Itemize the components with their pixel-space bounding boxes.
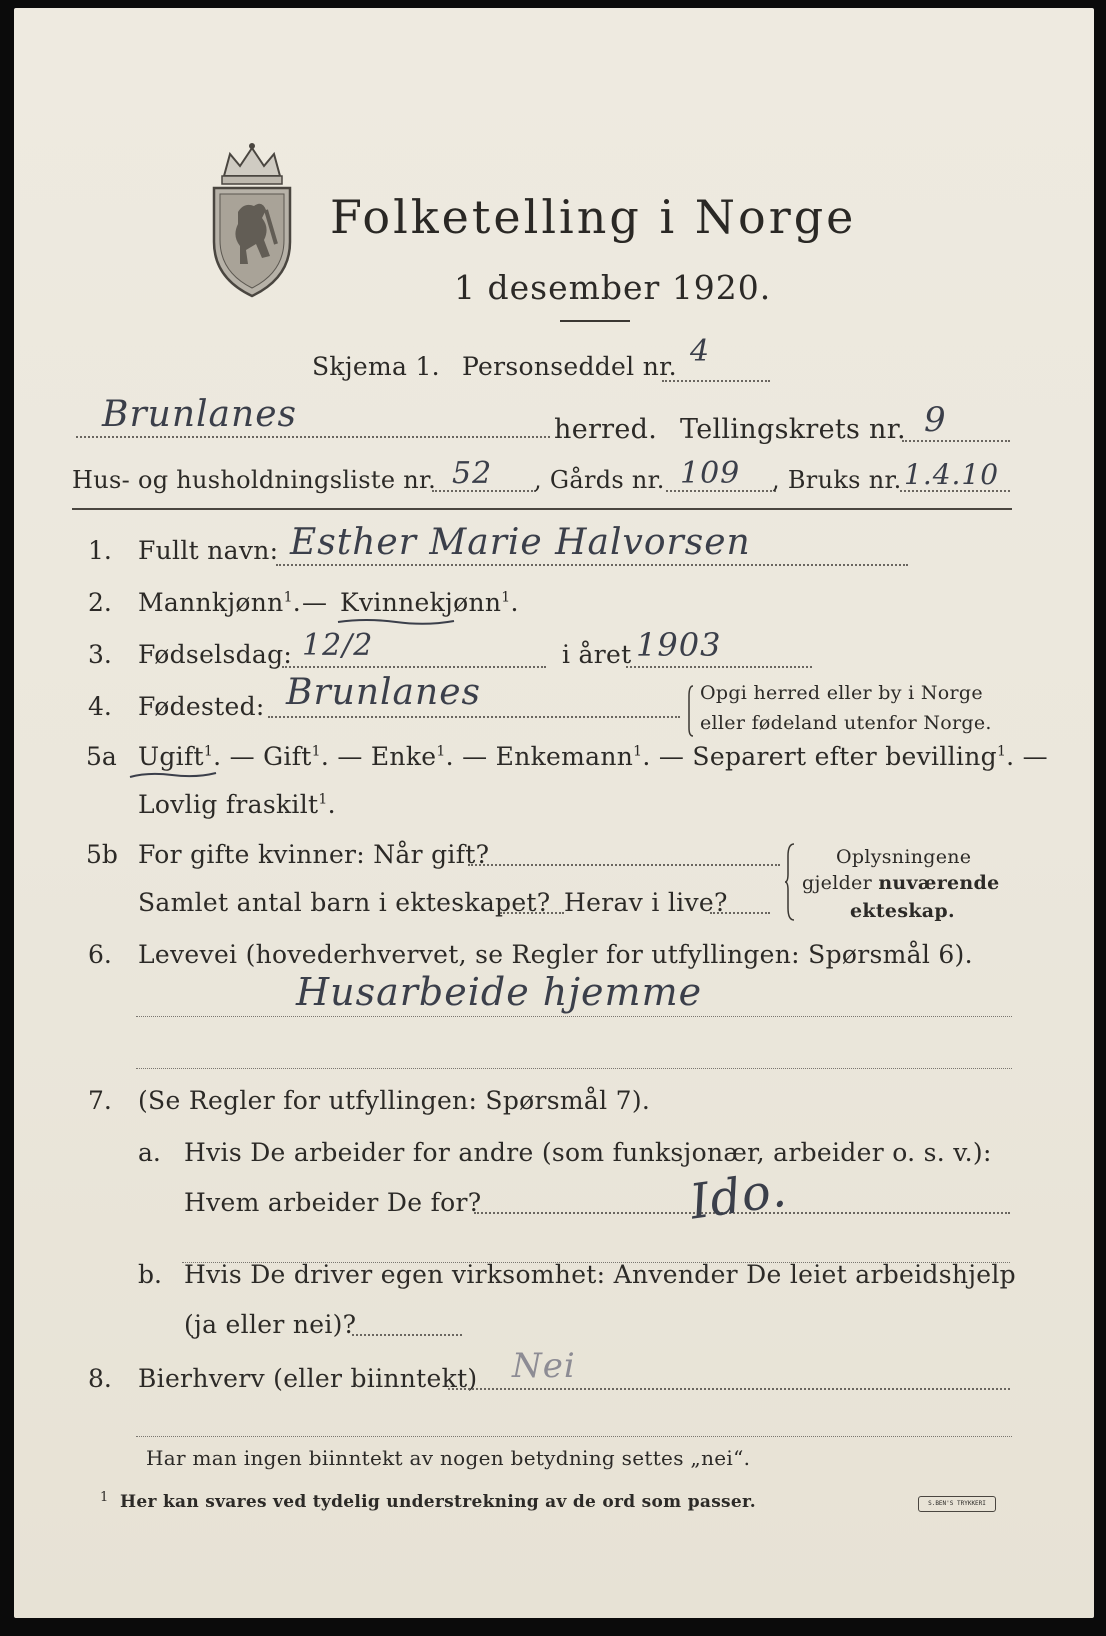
q5a-options: Ugift$^1$. — Gift$^1$. — Enke$^1$. — Enkemann$^1$. — Separert efter bevilling$^1$. — <box>138 742 1048 771</box>
q7b-text: Hvis De driver egen virksomhet: Anvender De leiet arbeidshjelp <box>184 1260 1016 1289</box>
q3-label: Fødselsdag: <box>138 640 293 669</box>
q8-label: Bierhverv (eller biinntekt) <box>138 1364 478 1393</box>
tellingskrets-line <box>902 440 1010 442</box>
q7b-letter: b. <box>138 1260 162 1289</box>
q7a-letter: a. <box>138 1138 161 1167</box>
q3-year-label: i året <box>562 640 632 669</box>
q4-note-brace <box>686 684 696 738</box>
footnote-number: 1 <box>100 1490 109 1505</box>
census-date: 1 desember 1920. <box>454 268 772 307</box>
q6-line-2 <box>136 1068 1012 1069</box>
q6-number: 6. <box>88 940 112 969</box>
footnote-text: Her kan svares ved tydelig understrekning av de ord som passer. <box>120 1492 756 1512</box>
gards-value: 109 <box>680 456 741 491</box>
q4-label: Fødested: <box>138 692 265 721</box>
q8-number: 8. <box>88 1364 112 1393</box>
herred-line <box>76 436 550 438</box>
tellingskrets-label: Tellingskrets nr. <box>680 414 906 445</box>
q8-value: Nei <box>512 1346 576 1386</box>
q3-year-value: 1903 <box>636 626 722 664</box>
q1-value: Esther Marie Halvorsen <box>290 522 751 563</box>
personseddel-line <box>662 380 770 382</box>
q7-number: 7. <box>88 1086 112 1115</box>
q5b-alive-line <box>710 912 770 914</box>
q5b-note-brace <box>784 842 798 922</box>
q7a-text: Hvis De arbeider for andre (som funksjonær, arbeider o. s. v.): <box>184 1138 992 1167</box>
q1-number: 1. <box>88 536 112 565</box>
bruks-label: , Bruks nr. <box>772 466 902 494</box>
q6-value: Husarbeide hjemme <box>296 970 703 1014</box>
personseddel-value: 4 <box>690 334 711 369</box>
q7a-value: Ido. <box>686 1161 791 1231</box>
header-separator <box>72 508 1012 510</box>
q6-label: Levevei (hovederhvervet, se Regler for utfyllingen: Spørsmål 6). <box>138 940 973 969</box>
husholdningsliste-value: 52 <box>452 456 493 491</box>
q5b-note-line3: ekteskap. <box>850 900 955 922</box>
q5b-note-line2: gjelder nuværende <box>802 872 1000 894</box>
q5b-line1: For gifte kvinner: Når gift? <box>138 840 490 869</box>
q4-value: Brunlanes <box>286 672 481 713</box>
q5a-ugift: Ugift <box>138 742 204 771</box>
q6-line-1 <box>136 1016 1012 1017</box>
q4-note-line2: eller fødeland utenfor Norge. <box>700 712 992 734</box>
q4-line <box>268 716 680 718</box>
q5b-note-line1: Oplysningene <box>836 846 972 868</box>
skjema-label: Skjema 1. <box>312 352 440 381</box>
printer-stamp: S.BEN'S TRYKKERI <box>918 1496 996 1512</box>
personseddel-label: Personseddel nr. <box>462 352 677 381</box>
coat-of-arms-icon <box>200 140 304 304</box>
q3-year-line <box>626 666 812 668</box>
gards-label: , Gårds nr. <box>534 466 665 494</box>
q4-note-line1: Opgi herred eller by i Norge <box>700 682 983 704</box>
q5a-fraskilt: Lovlig fraskilt$^1$. <box>138 790 336 819</box>
herred-label: herred. <box>554 414 658 445</box>
q5a-ugift-underline <box>128 768 218 782</box>
q5b-married-line <box>468 864 780 866</box>
q2-number: 2. <box>88 588 112 617</box>
q5a-number: 5a <box>86 742 117 771</box>
q7a-question: Hvem arbeider De for? <box>184 1188 482 1217</box>
q7b-question: (ja eller nei)? <box>184 1310 357 1339</box>
herred-value: Brunlanes <box>102 394 297 435</box>
q7b-line <box>352 1334 462 1336</box>
q8-line-2 <box>136 1436 1012 1437</box>
q2-female: Kvinnekjønn$^1$. <box>340 588 519 617</box>
census-form-page <box>14 8 1094 1618</box>
q2-male: Mannkjønn$^1$. <box>138 588 302 617</box>
q1-line <box>276 564 908 566</box>
q7-label: (Se Regler for utfyllingen: Spørsmål 7). <box>138 1086 651 1115</box>
q5b-alive-label: Herav i live? <box>564 888 728 917</box>
q3-value: 12/2 <box>302 628 374 663</box>
q2-female-underline <box>336 616 456 628</box>
q1-label: Fullt navn: <box>138 536 279 565</box>
q4-number: 4. <box>88 692 112 721</box>
q5b-children-label: Samlet antal barn i ekteskapet? <box>138 888 551 917</box>
form-title: Folketelling i Norge <box>330 190 857 244</box>
footer-note: Har man ingen biinntekt av nogen betydning settes „nei“. <box>146 1446 751 1470</box>
q3-number: 3. <box>88 640 112 669</box>
q5b-number: 5b <box>86 840 118 869</box>
q8-line <box>448 1388 1010 1390</box>
husholdningsliste-label: Hus- og husholdningsliste nr. <box>72 466 437 494</box>
q3-line <box>282 666 546 668</box>
tellingskrets-value: 9 <box>924 400 947 440</box>
title-divider <box>560 320 630 322</box>
q2-separator: — <box>302 588 328 617</box>
bruks-value: 1.4.10 <box>904 458 1000 491</box>
q5b-children-line <box>500 912 564 914</box>
